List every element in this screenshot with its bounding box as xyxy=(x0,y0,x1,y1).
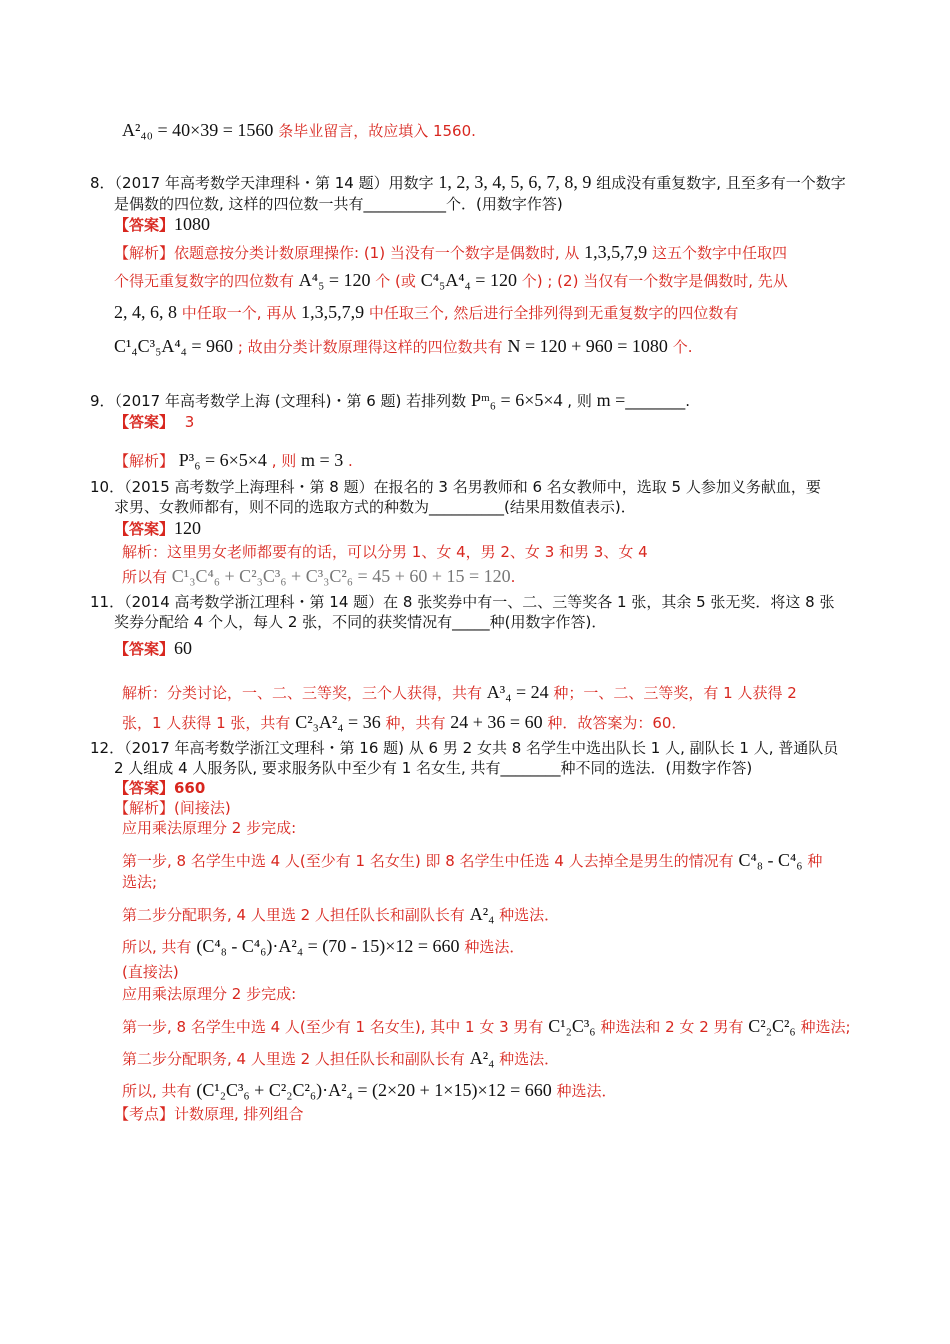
q8-text-b: 组成没有重复数字, 且至多有一个数字 xyxy=(596,174,846,192)
q8-sol-line1 xyxy=(114,242,787,263)
prev-tail: 条毕业留言，故应填入 1560. xyxy=(278,122,476,140)
q8-sol3a: 中任取一个, 再从 xyxy=(181,304,297,322)
q8-sol2b: 个 (或 xyxy=(375,272,416,290)
q8-sol-line2 xyxy=(114,270,788,291)
q12-line1 xyxy=(90,738,838,758)
q8-answer xyxy=(114,214,210,235)
q11-sol1a: 解析：分类讨论，一、二、三等奖，三个人获得，共有 xyxy=(122,684,483,702)
q12-dir-step1-f2: C²₂C²₆ xyxy=(748,1016,796,1036)
q12-dir-step1c: 种选法; xyxy=(800,1018,851,1036)
q12-text: （2017 年高考数学浙江文理科・第 16 题) 从 6 男 2 女共 8 名学生中选出队长 1 人, 副队长 1 人, 普通队员 xyxy=(124,739,839,757)
q9-line1 xyxy=(90,390,690,411)
q12-dir-total-b: 种选法． xyxy=(556,1082,617,1100)
q12-ind-total-b: 种选法． xyxy=(464,938,525,956)
q12-dir-total-f: (C¹₂C³₆ + C²₂C²₆)·A²₄ = (2×20 + 1×15)×12 = 660 xyxy=(196,1080,552,1100)
q12-direct-label: (直接法) xyxy=(122,963,179,981)
q12-ind-total xyxy=(122,936,524,957)
q12-dir-step1b: 种选法和 2 女 2 男有 xyxy=(600,1018,744,1036)
q12-dir-step2a: 第二步分配职务, 4 人里选 2 人担任队长和副队长有 xyxy=(122,1050,465,1068)
q11-sol2c: 种．故答案为：60． xyxy=(547,714,687,732)
q11-sol-line2 xyxy=(122,712,686,733)
q8-sol3b: 中任取三个, 然后进行全排列得到无重复数字的四位数有 xyxy=(368,304,739,322)
q9-sol-end: . xyxy=(347,452,353,470)
q8-sol3-set: 1,3,5,7,9 xyxy=(301,302,365,322)
q12-ind-step1b: 种 xyxy=(807,852,823,870)
q12-dir-step1 xyxy=(122,1016,851,1037)
q9-f1: Pᵐ₆ = 6×5×4 xyxy=(470,390,563,410)
q9-solution xyxy=(114,450,353,471)
q12-dir-total xyxy=(122,1080,617,1101)
prev-solution-line xyxy=(122,120,476,141)
q12-dir-step1a: 第一步, 8 名学生中选 4 人(至少有 1 名女生), 其中 1 女 3 男有 xyxy=(122,1018,544,1036)
q10-line1 xyxy=(90,477,821,497)
q12-ind-step1 xyxy=(122,850,822,871)
q8-line1 xyxy=(90,172,846,193)
q9-sol-f: P³₆ = 6×5×4 xyxy=(178,450,267,470)
q11-sol2-f: C²₃A²₄ = 36 xyxy=(295,712,381,732)
q12-ind-total-a: 所以, 共有 xyxy=(122,938,192,956)
q11-sol2a: 张，1 人获得 1 张，共有 xyxy=(122,714,291,732)
q10-text: （2015 高考数学上海理科・第 8 题）在报名的 3 名男教师和 6 名女教师中，选取 5 人参加义务献血，要 xyxy=(124,478,821,496)
q10-answer-label: 【答案】 xyxy=(114,520,175,538)
q12-dir-step2 xyxy=(122,1048,559,1069)
q12-dir-total-a: 所以, 共有 xyxy=(122,1082,192,1100)
q11-sol-line1 xyxy=(122,682,797,703)
q12-dir-step2-f: A²₄ xyxy=(469,1048,495,1068)
q12-answer: 【答案】660 xyxy=(114,779,206,797)
q8-sol2a: 个得无重复数字的四位数有 xyxy=(114,272,295,290)
q9-sol-f2: m = 3 xyxy=(301,450,344,470)
q8-sol2-f1: A⁴₅ = 120 xyxy=(298,270,371,290)
q11-number: 11． xyxy=(90,593,125,611)
q10-sol-line2 xyxy=(122,566,515,587)
q12-dir-principle: 应用乘法原理分 2 步完成: xyxy=(122,985,297,1003)
q10-number: 10． xyxy=(90,478,125,496)
q8-sol4b: 个. xyxy=(672,338,693,356)
q10-sol2-end: . xyxy=(510,568,516,586)
q8-sol2-f2: C⁴₅A⁴₄ = 120 xyxy=(420,270,517,290)
q12-ind-step2-f: A²₄ xyxy=(469,904,495,924)
q10-sol2a: 所以有 xyxy=(122,568,168,586)
q10-sol-line1: 解析：这里男女老师都要有的话，可以分男 1、女 4，男 2、女 3 和男 3、女 4 xyxy=(122,543,648,561)
q12-ind-principle: 应用乘法原理分 2 步完成: xyxy=(122,819,297,837)
q8-answer-value: 1080 xyxy=(174,214,211,234)
q12-ind-step1a: 第一步, 8 名学生中选 4 人(至少有 1 名女生) 即 8 名学生中任选 4 人去掉全是男生的情况有 xyxy=(122,852,734,870)
q9-text-b: , 则 xyxy=(567,392,592,410)
q12-ind-step2 xyxy=(122,904,559,925)
q12-ind-step2b: 种选法． xyxy=(499,906,560,924)
q11-sol1b: 种；一、二、三等奖，有 1 人获得 2 xyxy=(553,684,797,702)
q12-number: 12． xyxy=(90,739,125,757)
q8-even-set: 2, 4, 6, 8 xyxy=(114,302,177,322)
q11-answer xyxy=(114,638,192,659)
q11-sol2b: 种，共有 xyxy=(385,714,446,732)
q11-line2: 奖券分配给 4 个人，每人 2 张，不同的获奖情况有_____种(用数字作答)． xyxy=(114,613,607,631)
q11-answer-value: 60 xyxy=(174,638,193,658)
q9-text-a: （2017 年高考数学上海 (文理科)・第 6 题) 若排列数 xyxy=(114,392,467,410)
q9-blank: ________. xyxy=(625,392,691,410)
q11-text: （2014 高考数学浙江理科・第 14 题）在 8 张奖券中有一、二、三等奖各 1 张，其余 5 张无奖．将这 8 张 xyxy=(124,593,835,611)
q12-ind-step2a: 第二步分配职务, 4 人里选 2 人担任队长和副队长有 xyxy=(122,906,465,924)
q9-number: 9． xyxy=(90,392,115,410)
q9-sol-mid: , 则 xyxy=(271,452,297,470)
q8-line2: 是偶数的四位数, 这样的四位数一共有___________个．(用数字作答) xyxy=(114,195,563,213)
q12-ind-step1c: 选法; xyxy=(122,873,158,891)
q9-answer xyxy=(114,412,194,432)
q8-sol4-f2: N = 120 + 960 = 1080 xyxy=(507,336,668,356)
q10-answer-value: 120 xyxy=(174,518,202,538)
q8-odd-set: 1,3,5,7,9 xyxy=(584,242,648,262)
q12-line2: 2 人组成 4 人服务队, 要求服务队中至少有 1 名女生, 共有________种不同的选法．(用数字作答) xyxy=(114,759,753,777)
q12-topic: 【考点】计数原理, 排列组合 xyxy=(114,1105,304,1123)
q8-number: 8． xyxy=(90,174,115,192)
q8-sol4a: ; 故由分类计数原理得这样的四位数共有 xyxy=(237,338,503,356)
q9-answer-value: 3 xyxy=(184,413,195,431)
q9-sol-label: 【解析】 xyxy=(114,452,175,470)
q8-sol4-f: C¹₄C³₅A⁴₄ = 960 xyxy=(114,336,234,356)
q12-dir-step2b: 种选法． xyxy=(499,1050,560,1068)
q8-sol-line4 xyxy=(114,336,692,357)
q8-sol-line3 xyxy=(114,302,738,323)
q10-line2: 求男、女教师都有，则不同的选取方式的种数为__________(结果用数值表示)． xyxy=(114,498,636,516)
q11-answer-label: 【答案】 xyxy=(114,640,175,658)
q12-sol-label: 【解析】(间接法) xyxy=(114,799,231,817)
q10-answer xyxy=(114,518,201,539)
q8-sol1b: 这五个数字中任取四 xyxy=(651,244,787,262)
q8-sol2c: 个) ; (2) 当仅有一个数字是偶数时, 先从 xyxy=(521,272,788,290)
q8-digits: 1, 2, 3, 4, 5, 6, 7, 8, 9 xyxy=(438,172,592,192)
q11-sol2-f2: 24 + 36 = 60 xyxy=(450,712,543,732)
q12-ind-step1-f: C⁴₈ - C⁴₆ xyxy=(738,850,803,870)
q12-dir-step1-f: C¹₂C³₆ xyxy=(548,1016,596,1036)
q10-sol2-f: C¹₃C⁴₆ + C²₃C³₆ + C³₃C²₆ = 45 + 60 + 15 = 120 xyxy=(171,566,511,586)
q9-answer-label: 【答案】 xyxy=(114,413,175,431)
q8-sol1a: 【解析】依题意按分类计数原理操作: (1) 当没有一个数字是偶数时, 从 xyxy=(114,244,580,262)
q11-line1 xyxy=(90,592,834,612)
prev-formula: A²₄₀ = 40×39 = 1560 xyxy=(122,120,274,140)
q8-answer-label: 【答案】 xyxy=(114,216,175,234)
q9-f2: m = xyxy=(596,390,626,410)
q11-sol1-f: A³₄ = 24 xyxy=(486,682,549,702)
q12-ind-total-f: (C⁴₈ - C⁴₆)·A²₄ = (70 - 15)×12 = 660 xyxy=(196,936,460,956)
q8-text-a: （2017 年高考数学天津理科・第 14 题）用数字 xyxy=(114,174,434,192)
